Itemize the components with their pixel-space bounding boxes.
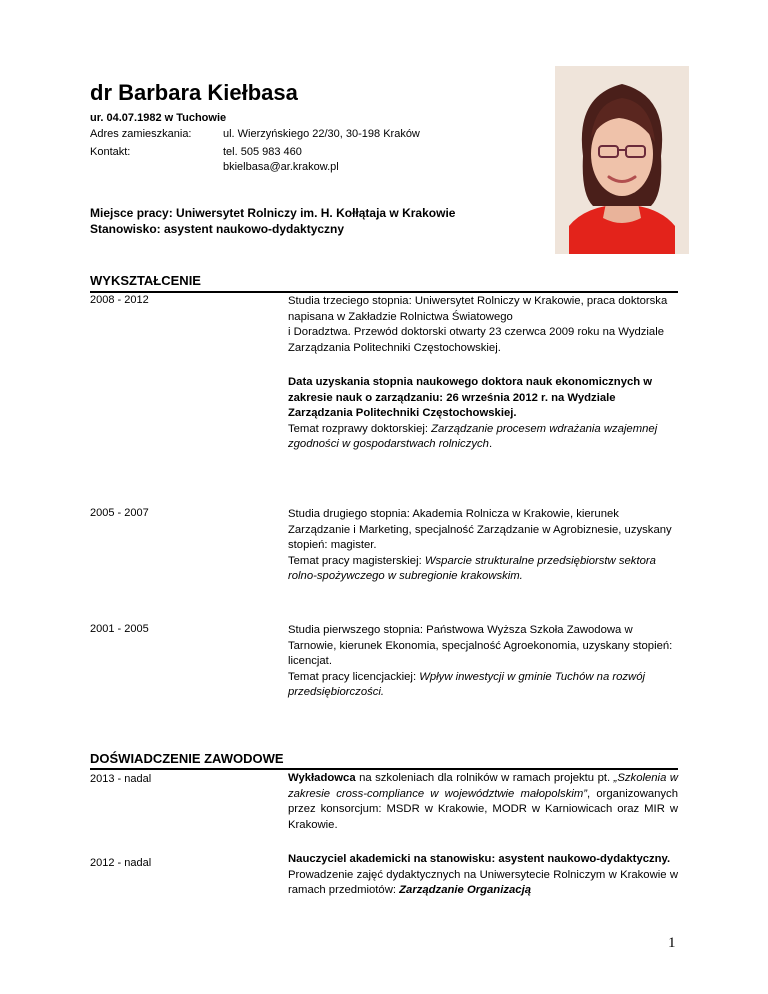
education-title: WYKSZTAŁCENIE [90, 273, 201, 288]
birth-info: ur. 04.07.1982 w Tuchowie [90, 112, 227, 124]
education-1-text: Studia trzeciego stopnia: Uniwersytet Rolniczy w Krakowie, praca doktorska napisana w Zakładzie Rolnictwa Światowego i Doradztwa. Przewód doktorski otwarty 23 czerwca 2009 roku na Wydziale Zarządzania Politechniki Częstochowskiej. [288, 295, 668, 354]
contact-label: Kontakt: [90, 146, 131, 158]
education-1-date: 2008 - 2012 [90, 294, 149, 306]
experience-2-text: Nauczyciel akademicki na stanowisku: asystent naukowo-dydaktyczny. Prowadzenie zajęć dydaktycznych na Uniwersytecie Rolniczym w Krakowie w ramach przedmiotów: Zarządzanie Organizacją [288, 853, 678, 896]
email: bkielbasa@ar.krakow.pl [223, 161, 339, 173]
education-3-topic: Temat pracy licencjackiej: Wpływ inwestycji w gminie Tuchów na rozwój przedsiębiorczości. [288, 670, 646, 698]
page-number: 1 [668, 935, 676, 951]
experience-1-date: 2013 - nadal [90, 773, 152, 785]
education-3-text: Studia pierwszego stopnia: Państwowa Wyższa Szkoła Zawodowa w Tarnowie, kierunek Ekonomia, specjalność Agroekonomia, uzyskany stopień: licencjat. Temat pracy licencjackiej: Wpływ inwestycji w gminie Tuchów na rozwój przedsiębiorczości. [288, 623, 678, 701]
experience-title: DOŚWIADCZENIE ZAWODOWE [90, 751, 284, 766]
education-2-topic: Temat pracy magisterskiej: Wsparcie strukturalne przedsiębiorstw sektora rolno-spożywczego w subregionie krakowskim. [288, 554, 656, 582]
contact-value [223, 145, 339, 175]
education-1-degree: Data uzyskania stopnia naukowego doktora nauk ekonomicznych w zakresie nauk o zarządzaniu: 26 września 2012 r. na Wydziale Zarządzania Politechniki Częstochowskiej. Temat rozprawy doktorskiej: Zarządzanie procesem wdrażania wzajemnej zgodności w gospodarstwach rolniczych. [288, 375, 678, 453]
education-2-text: Studia drugiego stopnia: Akademia Rolnicza w Krakowie, kierunek Zarządzanie i Marketing, specjalność Zarządzanie w Agrobiznesie, uzyskany stopień: magister. Temat pracy magisterskiej: Wsparcie strukturalne przedsiębiorstw sektora rolno-spożywczego w subregionie krakowskim. [288, 507, 678, 585]
address-label: Adres zamieszkania: [90, 128, 192, 140]
workplace-block [90, 205, 455, 237]
education-1-topic: Temat rozprawy doktorskiej: Zarządzanie procesem wdrażania wzajemnej zgodności w gospodarstwach rolniczych. [288, 422, 658, 450]
education-divider [90, 291, 678, 293]
education-2-date: 2005 - 2007 [90, 507, 149, 519]
experience-2-date: 2012 - nadal [90, 857, 152, 869]
profile-photo [555, 66, 689, 254]
person-name: dr Barbara Kiełbasa [90, 80, 298, 105]
experience-divider [90, 768, 678, 770]
portrait-illustration [555, 66, 689, 254]
address-value: ul. Wierzyńskiego 22/30, 30-198 Kraków [223, 128, 420, 140]
experience-1-text: Wykładowca na szkoleniach dla rolników w ramach projektu pt. „Szkolenia w zakresie cross-compliance w województwie małopolskim”, organizowanych przez konsorcjum: MSDR w Krakowie, MODR w Karniowicach oraz MIR w Krakowie. [288, 772, 678, 831]
position: Stanowisko: asystent naukowo-dydaktyczny [90, 222, 345, 236]
education-3-date: 2001 - 2005 [90, 623, 149, 635]
workplace: Miejsce pracy: Uniwersytet Rolniczy im. H. Kołłątaja w Krakowie [90, 206, 456, 220]
phone: tel. 505 983 460 [223, 146, 302, 158]
